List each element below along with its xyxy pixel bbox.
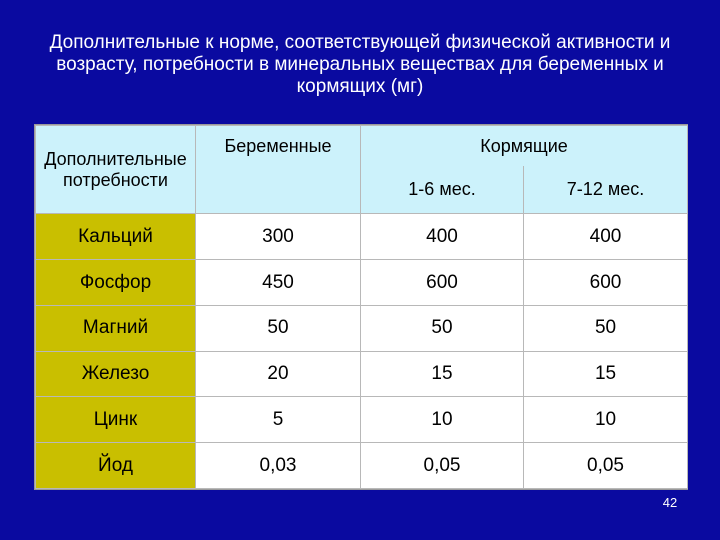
minerals-table-container (34, 124, 688, 490)
table-row (36, 260, 688, 306)
cell-7-12-months: 0,05 (524, 443, 688, 489)
cell-7-12-months: 10 (524, 397, 688, 443)
row-mineral-name: Железо (36, 351, 196, 397)
minerals-table (35, 125, 688, 489)
header-pregnant: Беременные (196, 126, 361, 214)
cell-1-6-months: 50 (361, 305, 524, 351)
table-row (36, 214, 688, 260)
cell-1-6-months: 600 (361, 260, 524, 306)
cell-7-12-months: 600 (524, 260, 688, 306)
slide-title: Дополнительные к норме, соответствующей физической активности и возрасту, потребности в минеральных веществах для беременных и кормящих (мг) (49, 32, 671, 97)
cell-pregnant: 300 (196, 214, 361, 260)
header-additional-needs: Дополнительные потребности (36, 126, 196, 214)
cell-7-12-months: 400 (524, 214, 688, 260)
page-number: 42 (662, 495, 678, 510)
cell-1-6-months: 15 (361, 351, 524, 397)
cell-pregnant: 20 (196, 351, 361, 397)
cell-pregnant: 450 (196, 260, 361, 306)
table-row (36, 397, 688, 443)
row-mineral-name: Кальций (36, 214, 196, 260)
row-mineral-name: Йод (36, 443, 196, 489)
table-row (36, 351, 688, 397)
cell-1-6-months: 0,05 (361, 443, 524, 489)
cell-pregnant: 0,03 (196, 443, 361, 489)
table-row (36, 443, 688, 489)
cell-7-12-months: 50 (524, 305, 688, 351)
header-7-12-months: 7-12 мес. (524, 166, 688, 214)
header-1-6-months: 1-6 мес. (361, 166, 524, 214)
cell-1-6-months: 10 (361, 397, 524, 443)
row-mineral-name: Фосфор (36, 260, 196, 306)
row-mineral-name: Цинк (36, 397, 196, 443)
cell-pregnant: 5 (196, 397, 361, 443)
table-row (36, 305, 688, 351)
cell-7-12-months: 15 (524, 351, 688, 397)
header-lactating: Кормящие (361, 126, 688, 167)
row-mineral-name: Магний (36, 305, 196, 351)
cell-pregnant: 50 (196, 305, 361, 351)
cell-1-6-months: 400 (361, 214, 524, 260)
